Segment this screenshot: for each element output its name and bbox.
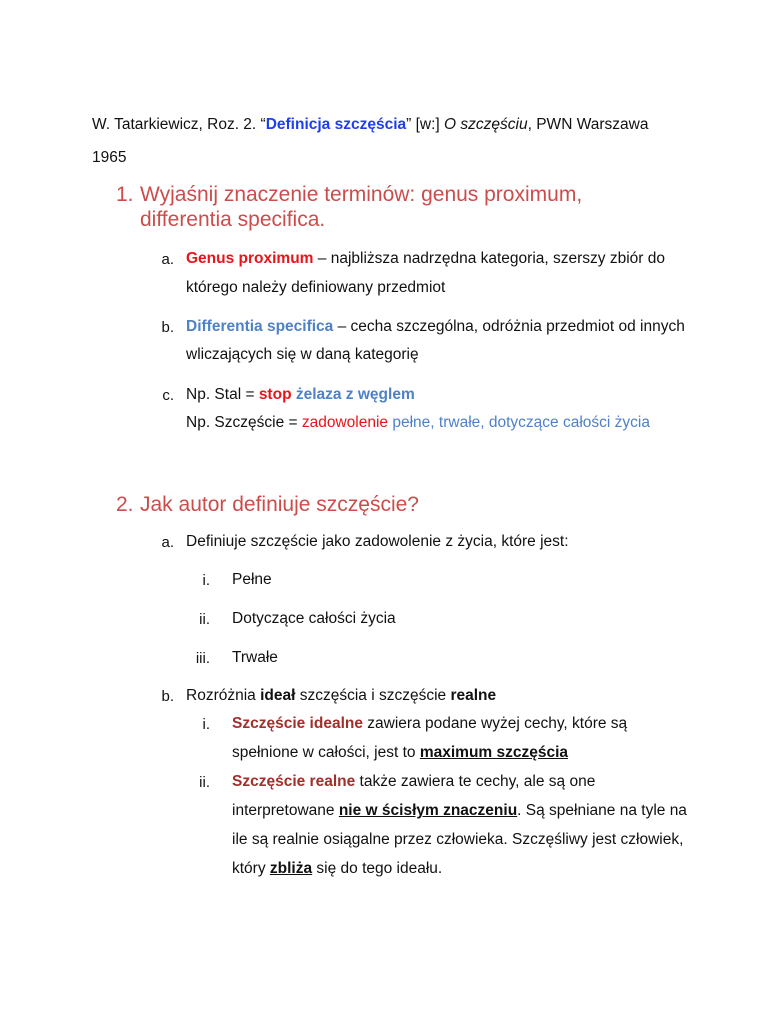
genus-proximum-term: Genus proximum: [186, 250, 314, 267]
q2-b-marker: b.: [161, 688, 174, 705]
q2-a-iii-text: Trwałe: [232, 649, 278, 666]
citation-mid: ” [w:]: [406, 116, 445, 133]
example-steel-prefix: Np. Stal =: [186, 386, 259, 403]
genus-proximum-def1: – najbliższa nadrzędna kategoria, szerszy zbiór do: [313, 250, 665, 267]
q2-a-iii-marker: iii.: [195, 650, 210, 667]
real-happiness-term: Szczęście realne: [232, 773, 356, 790]
real-happiness-text4-pre: który: [232, 860, 270, 877]
ideal-happiness-line2: [232, 744, 568, 762]
approaches-word: zbliża: [269, 860, 313, 877]
citation-book: O szczęściu: [444, 116, 528, 133]
q2-a-i-text: Pełne: [232, 571, 272, 588]
q2-a-i-marker: i.: [202, 572, 210, 589]
real-happiness-line3: ile są realnie osiągalne przez człowieka. Szczęśliwy jest człowiek,: [232, 831, 684, 848]
example-happiness: [186, 414, 650, 432]
example-happiness-prefix: Np. Szczęście =: [186, 414, 302, 431]
q1-b-marker: b.: [161, 319, 174, 336]
example-happiness-genus: zadowolenie: [301, 414, 389, 431]
q1-a-line1: [186, 250, 665, 268]
real-happiness-text1: także zawiera te cechy, ale są one: [355, 773, 596, 790]
real-happiness-line1: [232, 773, 595, 791]
differentia-specifica-term: Differentia specifica: [186, 318, 334, 335]
q2-number: 2.: [116, 493, 134, 516]
q1-b-line1: [186, 318, 685, 336]
q2-b-pre: Rozróżnia: [186, 687, 261, 704]
q1-a-marker: a.: [161, 251, 174, 268]
q1-heading-line2: differentia specifica.: [140, 208, 326, 231]
not-strict-sense: nie w ścisłym znaczeniu: [338, 802, 518, 819]
q2-a-marker: a.: [161, 534, 174, 551]
q2-a-ii-marker: ii.: [199, 611, 210, 628]
ideal-happiness-text1: zawiera podane wyżej cechy, które są: [362, 715, 628, 732]
example-happiness-diff: pełne, trwałe, dotyczące całości życia: [388, 414, 650, 431]
real-happiness-text2-pre: interpretowane: [232, 802, 339, 819]
maximum-happiness: maximum szczęścia: [419, 744, 569, 761]
ideal-happiness-text2: spełnione w całości, jest to: [232, 744, 420, 761]
ideal-happiness-line1: [232, 715, 627, 733]
q2-b-ii-marker: ii.: [199, 774, 210, 791]
real-happiness-line2: [232, 802, 687, 820]
q1-heading-line1: Wyjaśnij znaczenie terminów: genus proximum,: [140, 183, 583, 206]
q2-a-ii-text: Dotyczące całości życia: [232, 610, 396, 627]
q2-heading: Jak autor definiuje szczęście?: [140, 493, 419, 516]
q2-b-ideal: ideał: [260, 687, 296, 704]
real-happiness-line4: [232, 860, 442, 878]
q2-a-text: Definiuje szczęście jako zadowolenie z życia, które jest:: [186, 533, 569, 550]
q2-b-real: realne: [450, 687, 497, 704]
real-happiness-text2-post: . Są spełniane na tyle na: [517, 802, 687, 819]
citation-year: 1965: [92, 149, 127, 166]
source-citation: [92, 116, 648, 134]
q2-b-text: [186, 687, 496, 705]
differentia-specifica-def2: wliczających się w daną kategorię: [186, 346, 419, 363]
genus-proximum-def2: którego należy definiowany przedmiot: [186, 279, 446, 296]
example-steel-genus: stop: [258, 386, 292, 403]
real-happiness-text4-post: się do tego ideału.: [312, 860, 443, 877]
q1-c-marker: c.: [162, 387, 174, 404]
citation-title: Definicja szczęścia: [265, 116, 407, 133]
ideal-happiness-term: Szczęście idealne: [232, 715, 363, 732]
differentia-specifica-def1: – cecha szczególna, odróżnia przedmiot od innych: [333, 318, 685, 335]
q1-number: 1.: [116, 183, 134, 206]
q2-b-mid: szczęścia i szczęście: [295, 687, 451, 704]
q2-b-i-marker: i.: [202, 716, 210, 733]
citation-publisher: , PWN Warszawa: [527, 116, 649, 133]
example-steel-diff: żelaza z węglem: [291, 386, 415, 403]
citation-author: W. Tatarkiewicz, Roz. 2. “: [92, 116, 266, 133]
example-steel: [186, 386, 415, 404]
